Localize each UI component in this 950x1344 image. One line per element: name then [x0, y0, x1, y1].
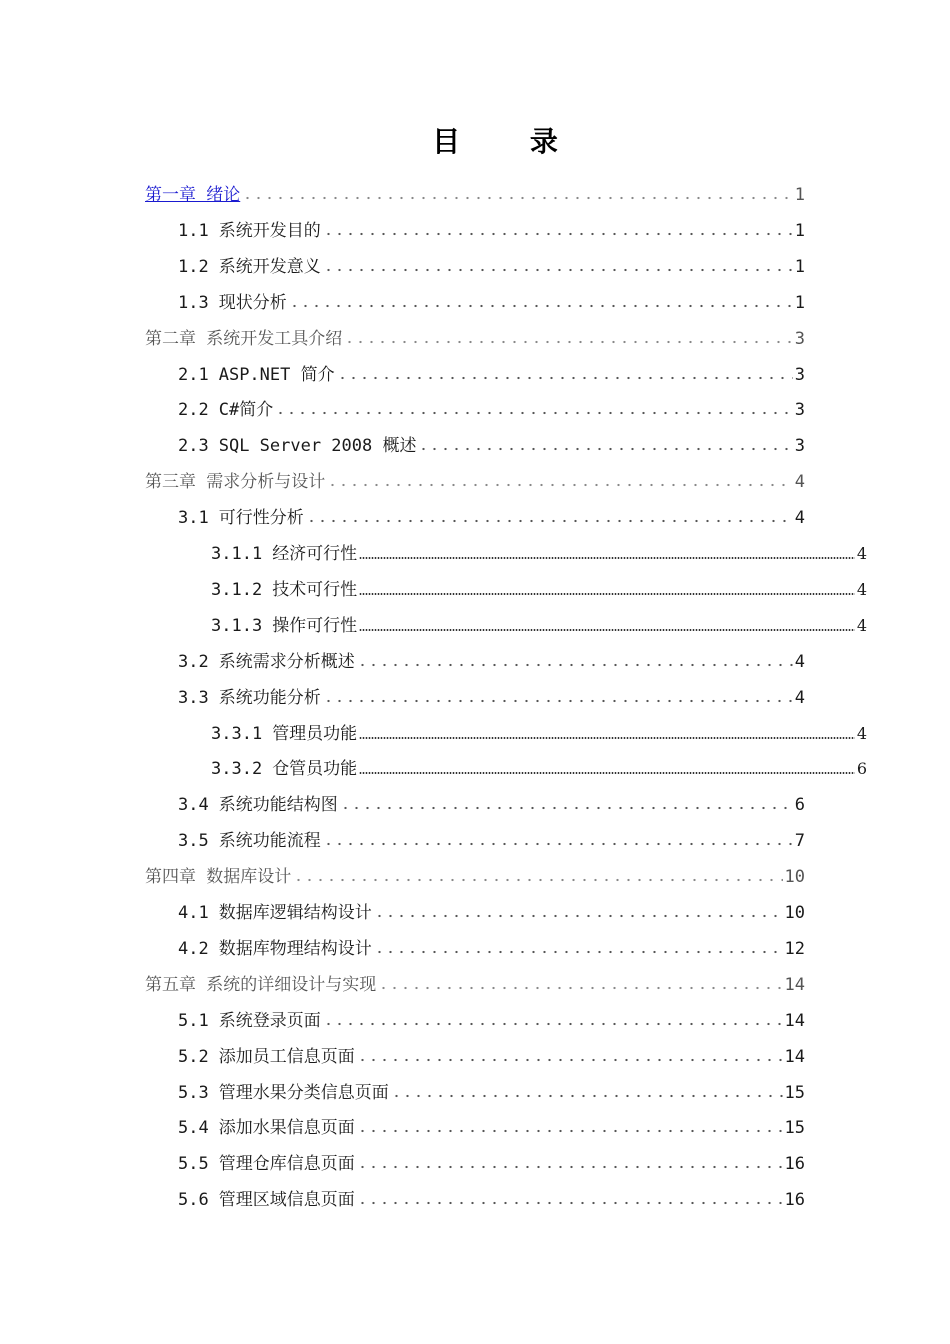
- toc-entry-level1[interactable]: [145, 864, 805, 890]
- toc-entry-page-number: 16: [784, 1154, 805, 1175]
- toc-entry-text: 系统需求分析概述: [218, 651, 355, 672]
- toc-entry-level3[interactable]: [211, 756, 867, 782]
- toc-entry-level2[interactable]: [178, 1187, 805, 1213]
- toc-entry-text: 仓管员功能: [272, 759, 358, 780]
- toc-entry-label: [178, 649, 355, 675]
- toc-entry-text: 经济可行性: [272, 544, 358, 564]
- toc-entry-page-number: 4: [794, 508, 805, 529]
- toc-entry-level1[interactable]: [145, 469, 805, 495]
- dot-leader: [306, 518, 793, 524]
- toc-entry-number: 4.2: [178, 938, 209, 959]
- dot-leader: [327, 482, 793, 488]
- toc-entry-page-number: 15: [784, 1082, 805, 1103]
- toc-entry-text: ASP.NET 简介: [218, 364, 335, 385]
- toc-entry-level2[interactable]: [178, 936, 805, 962]
- dot-leader: [289, 303, 793, 309]
- toc-entry-level2[interactable]: [178, 397, 805, 423]
- toc-entry-number: 5.2: [178, 1046, 209, 1067]
- toc-entry-text: 系统开发意义: [218, 256, 321, 277]
- toc-entry-level2[interactable]: [178, 1151, 805, 1177]
- toc-entry-number: 3.1.1: [211, 544, 263, 564]
- toc-entry-page-number: 4: [856, 723, 867, 743]
- dot-leader: [275, 410, 793, 416]
- dot-leader: [323, 231, 793, 237]
- toc-entry-label: [211, 577, 357, 603]
- toc-entry-number: 2.2: [178, 400, 209, 421]
- toc-entry-label: [145, 326, 342, 352]
- toc-entry-number: 5.5: [178, 1154, 209, 1175]
- toc-entry-page-number: 1: [794, 220, 805, 241]
- toc-entry-label: [178, 1151, 355, 1177]
- toc-entry-label: [178, 1115, 355, 1141]
- toc-entry-page-number: 6: [856, 759, 867, 779]
- toc-entry-label: [178, 433, 416, 459]
- toc-entry-label: [178, 936, 372, 962]
- toc-entry-label: [211, 756, 357, 782]
- toc-entry-text: 添加水果信息页面: [218, 1118, 355, 1139]
- toc-entry-text: 第一章 绪论: [145, 185, 241, 205]
- toc-entry-number: 4.1: [178, 903, 209, 923]
- dot-leader: [242, 195, 793, 201]
- toc-entry-page-number: 12: [784, 938, 805, 959]
- toc-entry-label: [178, 828, 321, 854]
- toc-entry-number: 3.4: [178, 795, 209, 816]
- toc-entry-page-number: 4: [794, 651, 805, 672]
- toc-entry-text: 技术可行性: [272, 579, 358, 600]
- dot-leader: [359, 736, 855, 740]
- dot-leader: [357, 662, 793, 668]
- toc-entry-label: [178, 1008, 321, 1034]
- toc-entry-text: 系统开发目的: [218, 220, 321, 241]
- toc-entry-level3[interactable]: [211, 721, 867, 747]
- dot-leader: [374, 913, 783, 919]
- toc-entry-number: 5.3: [178, 1082, 209, 1103]
- toc-entry-level1[interactable]: [145, 972, 805, 998]
- toc-entry-text: 系统功能流程: [218, 831, 321, 852]
- toc-entry-page-number: 1: [794, 256, 805, 277]
- toc-entry-page-number: 1: [794, 292, 805, 313]
- toc-entry-label: [178, 1080, 389, 1106]
- toc-title: 目 录: [432, 125, 588, 158]
- dot-leader: [337, 375, 793, 381]
- dot-leader: [357, 1200, 783, 1206]
- toc-entry-label: [211, 541, 357, 567]
- toc-entry-page-number: 3: [794, 328, 805, 349]
- toc-entry-number: 3.1.3: [211, 615, 263, 636]
- toc-entry-label: [178, 792, 338, 818]
- toc-entry-text: 管理员功能: [272, 723, 358, 744]
- toc-entry-level2[interactable]: [178, 254, 805, 280]
- dot-leader: [323, 267, 793, 273]
- dot-leader: [359, 556, 855, 560]
- toc-entry-page-number: 3: [794, 364, 805, 385]
- toc-entry-number: 3.5: [178, 831, 209, 852]
- toc-entry-level2[interactable]: [178, 505, 805, 531]
- toc-entry-level2[interactable]: [178, 433, 805, 459]
- toc-entry-level2[interactable]: [178, 1080, 805, 1106]
- toc-entry-text: 第三章 需求分析与设计: [145, 472, 326, 493]
- toc-entry-label: [211, 613, 357, 639]
- dot-leader: [374, 949, 783, 955]
- toc-entry-text: 第二章 系统开发工具介绍: [145, 328, 343, 349]
- toc-entry-page-number: 4: [856, 615, 867, 635]
- dot-leader: [359, 592, 855, 596]
- toc-entry-level1[interactable]: [145, 182, 805, 208]
- toc-entry-label: [178, 1044, 355, 1070]
- dot-leader: [344, 339, 793, 345]
- toc-entry-level2[interactable]: [178, 218, 805, 244]
- toc-entry-label: [211, 721, 357, 747]
- toc-entry-text: 可行性分析: [218, 508, 304, 529]
- dot-leader: [340, 805, 793, 811]
- toc-entry-page-number: 1: [794, 185, 805, 205]
- toc-entry-text: 第五章 系统的详细设计与实现: [145, 974, 377, 995]
- toc-entry-page-number: 10: [784, 903, 805, 923]
- toc-entry-number: 2.1: [178, 364, 209, 385]
- toc-entry-label: [178, 290, 287, 316]
- toc-entry-number: 5.6: [178, 1190, 209, 1211]
- toc-entry-page-number: 3: [794, 436, 805, 457]
- toc-entry-text: 数据库逻辑结构设计: [218, 903, 372, 923]
- toc-entry-label: [145, 469, 325, 495]
- dot-leader: [293, 877, 782, 883]
- toc-entry-label: [178, 218, 321, 244]
- toc-entry-level2[interactable]: [178, 828, 805, 854]
- toc-entry-level2[interactable]: [178, 362, 805, 388]
- toc-entry-level2[interactable]: [178, 792, 805, 818]
- dot-leader: [323, 698, 793, 704]
- toc-entry-number: 3.1: [178, 508, 209, 529]
- toc-entry-number: 1.2: [178, 256, 209, 277]
- dot-leader: [357, 1128, 783, 1134]
- toc-entry-level3[interactable]: [211, 577, 867, 603]
- toc-entry-page-number: 14: [784, 1046, 805, 1067]
- toc-entry-number: 5.1: [178, 1010, 209, 1031]
- toc-entry-text: 管理仓库信息页面: [218, 1154, 355, 1175]
- toc-entry-label: [178, 397, 273, 423]
- dot-leader: [359, 771, 855, 775]
- toc-entry-level2[interactable]: [178, 1115, 805, 1141]
- toc-entry-number: 2.3: [178, 436, 209, 457]
- toc-entry-text: 添加员工信息页面: [218, 1046, 355, 1067]
- toc-entry-number: 5.4: [178, 1118, 209, 1139]
- toc-entry-level3[interactable]: [211, 613, 867, 639]
- toc-entry-page-number: 4: [794, 472, 805, 493]
- toc-entry-page-number: 14: [784, 1010, 805, 1031]
- toc-entry-label: [178, 900, 372, 926]
- toc-entry-page-number: 7: [794, 831, 805, 852]
- toc-entry-page-number: 14: [784, 974, 805, 995]
- toc-entry-level2[interactable]: [178, 649, 805, 675]
- toc-entry-label: [178, 362, 335, 388]
- toc-entry-page-number: 10: [784, 867, 805, 888]
- toc-entry-level2[interactable]: [178, 1044, 805, 1070]
- dot-leader: [391, 1093, 783, 1099]
- toc-entry-label: [145, 864, 291, 890]
- toc-entry-page-number: 4: [794, 687, 805, 708]
- toc-entry-text: 系统功能结构图: [218, 795, 338, 816]
- toc-entry-level2[interactable]: [178, 900, 805, 926]
- dot-leader: [323, 841, 793, 847]
- toc-entry-number: 3.2: [178, 651, 209, 672]
- dot-leader: [418, 446, 792, 452]
- toc-entry-text: 数据库物理结构设计: [218, 938, 372, 959]
- toc-entry-label: [178, 505, 304, 531]
- toc-entry-level2[interactable]: [178, 290, 805, 316]
- toc-entry-label: [178, 685, 321, 711]
- toc-entry-text: C#简介: [218, 400, 274, 421]
- toc-entry-level1[interactable]: [145, 326, 805, 352]
- toc-entry-label: [178, 254, 321, 280]
- toc-entry-number: 3.1.2: [211, 579, 263, 600]
- toc-entry-label: [145, 182, 240, 208]
- toc-entry-label: [178, 1187, 355, 1213]
- dot-leader: [357, 1057, 783, 1063]
- toc-entry-level2[interactable]: [178, 1008, 805, 1034]
- dot-leader: [323, 1021, 783, 1027]
- dot-leader: [359, 628, 855, 632]
- toc-entry-page-number: 3: [794, 400, 805, 421]
- dot-leader: [357, 1164, 783, 1170]
- toc-entry-number: 1.1: [178, 220, 209, 241]
- toc-entry-number: 1.3: [178, 292, 209, 313]
- toc-entry-level2[interactable]: [178, 685, 805, 711]
- toc-entry-page-number: 15: [784, 1118, 805, 1139]
- toc-entry-number: 3.3.1: [211, 723, 263, 744]
- toc-entry-page-number: 4: [856, 544, 867, 563]
- toc-entry-number: 3.3: [178, 687, 209, 708]
- toc-entry-text: SQL Server 2008 概述: [218, 436, 417, 457]
- toc-entry-text: 第四章 数据库设计: [145, 867, 292, 888]
- toc-entry-label: [145, 972, 376, 998]
- toc-entry-page-number: 4: [856, 579, 867, 599]
- toc-entry-text: 操作可行性: [272, 615, 358, 636]
- toc-entry-text: 系统登录页面: [218, 1010, 321, 1031]
- toc-entry-text: 现状分析: [218, 292, 287, 313]
- dot-leader: [378, 985, 782, 991]
- toc-entry-text: 系统功能分析: [218, 687, 321, 708]
- toc-entry-text: 管理区域信息页面: [218, 1190, 355, 1211]
- toc-entry-page-number: 6: [794, 795, 805, 816]
- toc-entry-number: 3.3.2: [211, 759, 263, 780]
- toc-entry-text: 管理水果分类信息页面: [218, 1082, 389, 1103]
- toc-entry-level3[interactable]: [211, 541, 867, 567]
- toc-entry-page-number: 16: [784, 1190, 805, 1211]
